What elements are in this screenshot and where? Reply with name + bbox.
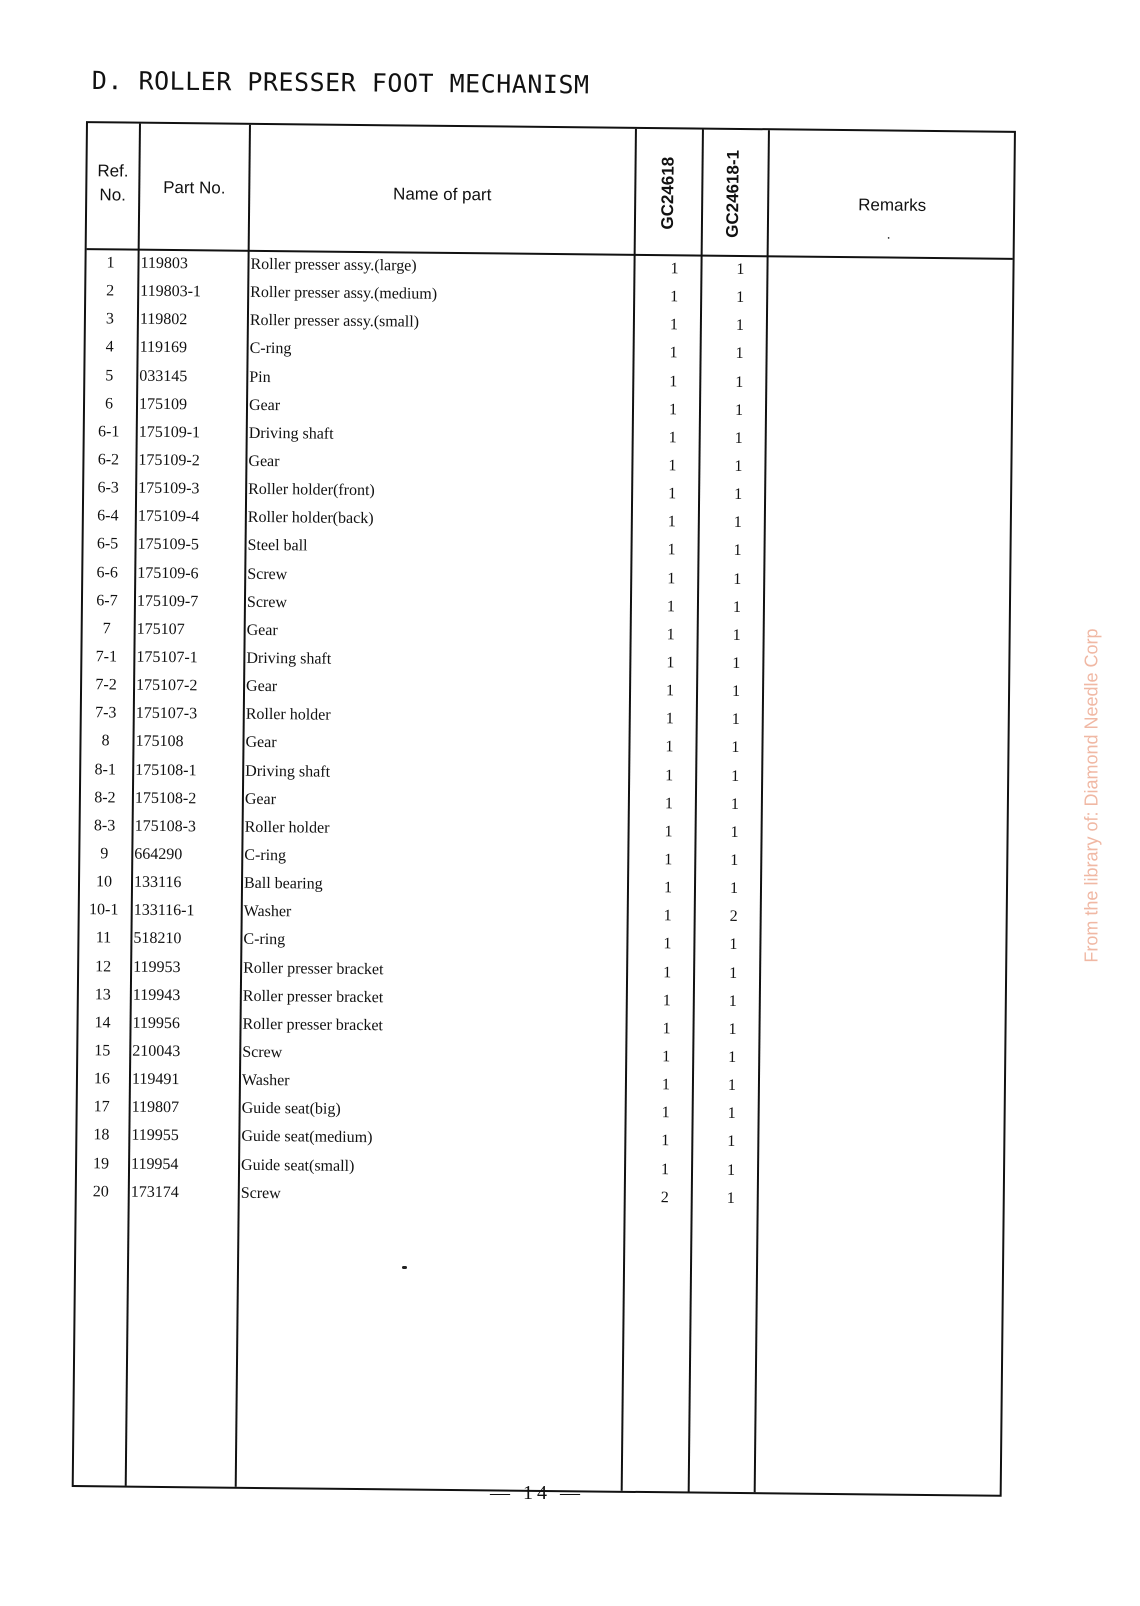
qty-gc24618-cell: 1 <box>670 288 679 306</box>
qty-gc24618-1-cell: 1 <box>736 260 745 279</box>
qty-gc24618-cell: 1 <box>663 963 672 981</box>
part-no-cell: 175109 <box>138 395 188 413</box>
qty-gc24618-cell: 1 <box>663 879 673 897</box>
part-no-cell: 175109-5 <box>137 536 199 554</box>
qty-gc24618-cell: 2 <box>660 1188 669 1206</box>
ref-cell: 8 <box>101 732 110 750</box>
qty-gc24618-1-cell: 1 <box>733 542 742 560</box>
part-name-cell: Roller presser bracket <box>243 959 384 978</box>
qty-gc24618-cell: 1 <box>665 710 674 728</box>
ref-cell: 5 <box>105 366 114 384</box>
qty-gc24618-cell: 1 <box>662 1048 671 1066</box>
part-no-cell: 119802 <box>139 310 188 329</box>
ref-cell: 6-3 <box>97 479 119 497</box>
part-no-cell: 175107 <box>136 620 185 638</box>
part-name-cell: Gear <box>246 621 278 639</box>
ref-cell: 14 <box>94 1014 111 1032</box>
part-name-cell: Gear <box>248 396 281 414</box>
ref-cell: 17 <box>93 1098 110 1116</box>
qty-gc24618-cell: 1 <box>666 597 676 615</box>
part-name-cell: Roller holder <box>244 818 330 837</box>
qty-gc24618-cell: 1 <box>660 1160 670 1178</box>
part-no-cell: 119491 <box>131 1070 180 1089</box>
part-name-cell: Screw <box>240 1184 281 1202</box>
qty-gc24618-1-cell: 1 <box>735 345 744 363</box>
qty-gc24618-cell: 1 <box>663 907 672 925</box>
qty-gc24618-1-cell: 1 <box>728 992 737 1010</box>
header-name: Name of part <box>393 184 492 205</box>
qty-gc24618-1-cell: 1 <box>735 317 744 335</box>
page-title: D. ROLLER PRESSER FOOT MECHANISM <box>91 66 590 100</box>
ref-cell: 6-6 <box>96 563 119 582</box>
ref-cell: 4 <box>105 338 114 356</box>
qty-gc24618-cell: 1 <box>663 935 672 953</box>
qty-gc24618-cell: 1 <box>666 626 675 644</box>
ref-cell: 15 <box>94 1042 111 1060</box>
part-name-cell: Gear <box>244 790 277 808</box>
qty-gc24618-1-cell: 1 <box>734 429 743 447</box>
ref-cell: 6-2 <box>97 451 120 469</box>
part-name-cell: Washer <box>241 1071 290 1090</box>
ref-cell: 6 <box>104 395 114 413</box>
part-name-cell: Roller presser assy.(medium) <box>250 283 438 303</box>
part-no-cell: 119954 <box>130 1155 179 1173</box>
part-name-cell: Gear <box>245 677 278 696</box>
part-no-cell: 133116-1 <box>133 901 195 920</box>
qty-gc24618-cell: 1 <box>668 457 677 475</box>
ref-cell: 16 <box>93 1070 111 1088</box>
ref-cell: 8-2 <box>94 788 116 807</box>
ref-cell: 7 <box>102 620 111 638</box>
part-name-cell: C-ring <box>243 931 286 949</box>
part-name-cell: C-ring <box>244 846 287 865</box>
ink-speck <box>402 1266 407 1269</box>
qty-gc24618-cell: 1 <box>661 1104 670 1122</box>
part-name-cell: C-ring <box>249 340 292 358</box>
qty-gc24618-1-cell: 1 <box>734 486 743 504</box>
header-remarks: Remarks <box>858 195 927 215</box>
qty-gc24618-1-cell: 1 <box>727 1105 736 1123</box>
part-no-cell: 119803-1 <box>140 282 202 301</box>
qty-gc24618-cell: 1 <box>668 485 677 503</box>
qty-gc24618-cell: 1 <box>665 682 675 700</box>
part-name-cell: Roller presser assy.(large) <box>250 255 417 275</box>
qty-gc24618-1-cell: 1 <box>731 711 740 729</box>
part-name-cell: Gear <box>245 734 277 752</box>
ref-cell: 20 <box>92 1182 109 1201</box>
ref-cell: 10 <box>95 873 113 891</box>
header-ref <box>87 159 138 208</box>
part-name-cell: Steel ball <box>247 537 308 555</box>
part-name-cell: Roller presser assy.(small) <box>249 312 420 331</box>
part-name-cell: Ball bearing <box>243 874 323 893</box>
qty-gc24618-cell: 1 <box>664 794 673 812</box>
ref-cell: 6-4 <box>97 507 119 525</box>
qty-gc24618-cell: 1 <box>666 654 675 672</box>
part-no-cell: 210043 <box>132 1042 181 1061</box>
ref-cell: 18 <box>93 1126 110 1144</box>
header-part-no: Part No. <box>163 177 226 198</box>
qty-gc24618-1-cell: 1 <box>730 795 739 813</box>
part-name-cell: Roller holder(back) <box>247 509 374 528</box>
qty-gc24618-1-cell: 1 <box>730 823 739 841</box>
ref-cell: 10-1 <box>88 901 119 919</box>
ref-cell: 3 <box>105 310 115 328</box>
qty-gc24618-1-cell: 1 <box>727 1076 737 1095</box>
part-no-cell: 175109-2 <box>138 451 200 470</box>
ref-cell: 13 <box>94 985 111 1004</box>
header-remarks-dot: . <box>886 227 891 243</box>
part-no-cell: 664290 <box>134 845 183 864</box>
part-name-cell: Washer <box>243 903 292 921</box>
qty-gc24618-cell: 1 <box>667 541 676 559</box>
qty-gc24618-cell: 1 <box>664 851 673 869</box>
qty-gc24618-1-cell: 1 <box>727 1133 736 1151</box>
qty-gc24618-cell: 1 <box>664 823 673 841</box>
header-ref-line1: Ref. <box>97 161 129 181</box>
ref-cell: 11 <box>95 929 112 947</box>
qty-gc24618-1-cell: 1 <box>735 373 744 391</box>
qty-gc24618-cell: 1 <box>669 316 678 334</box>
part-name-cell: Pin <box>249 368 271 386</box>
part-no-cell: 175108-2 <box>134 789 197 807</box>
part-no-cell: 175107-2 <box>136 676 198 695</box>
qty-gc24618-1-cell: 1 <box>732 626 741 644</box>
qty-gc24618-1-cell: 1 <box>736 289 745 307</box>
part-name-cell: Driving shaft <box>245 762 331 781</box>
qty-gc24618-1-cell: 1 <box>734 457 743 475</box>
part-no-cell: 175109-3 <box>138 479 200 498</box>
qty-gc24618-1-cell: 1 <box>733 570 742 588</box>
ref-cell: 7-2 <box>95 676 117 694</box>
qty-gc24618-cell: 1 <box>670 260 679 278</box>
part-name-cell: Gear <box>248 452 280 471</box>
ref-cell: 12 <box>95 957 112 975</box>
part-no-cell: 173174 <box>130 1183 179 1201</box>
ref-cell: 8-1 <box>94 760 116 778</box>
qty-gc24618-cell: 1 <box>662 1019 671 1038</box>
qty-gc24618-1-cell: 1 <box>731 767 740 785</box>
ref-cell: 6-7 <box>96 591 118 610</box>
part-no-cell: 175109-7 <box>136 592 199 610</box>
ref-cell: 6-5 <box>96 535 119 553</box>
qty-gc24618-1-cell: 1 <box>730 851 739 869</box>
part-no-cell: 175109-6 <box>137 564 199 582</box>
ref-cell: 19 <box>92 1154 110 1172</box>
qty-gc24618-cell: 1 <box>665 766 674 784</box>
part-no-cell: 119956 <box>132 1014 181 1032</box>
part-no-cell: 119169 <box>139 339 188 357</box>
qty-gc24618-1-cell: 1 <box>732 654 741 672</box>
qty-gc24618-cell: 1 <box>669 372 678 390</box>
qty-gc24618-1-cell: 1 <box>729 964 738 982</box>
ref-cell: 1 <box>106 254 115 272</box>
qty-gc24618-cell: 1 <box>665 738 674 756</box>
part-no-cell: 133116 <box>133 873 182 892</box>
qty-gc24618-cell: 1 <box>667 513 676 531</box>
part-no-cell: 175109-1 <box>138 423 201 442</box>
part-no-cell: 119955 <box>131 1126 179 1145</box>
part-no-cell: 175108-1 <box>135 761 197 779</box>
part-name-cell: Screw <box>247 565 288 583</box>
qty-gc24618-1-cell: 1 <box>728 1048 737 1066</box>
qty-gc24618-cell: 1 <box>661 1076 671 1094</box>
part-name-cell: Roller presser bracket <box>242 987 384 1006</box>
part-no-cell: 518210 <box>133 930 182 948</box>
qty-gc24618-1-cell: 1 <box>732 598 742 616</box>
ref-cell: 6-1 <box>97 423 120 441</box>
qty-gc24618-1-cell: 1 <box>733 514 742 532</box>
part-name-cell: Screw <box>246 593 288 611</box>
ref-cell: 7-1 <box>95 648 118 666</box>
qty-gc24618-cell: 1 <box>661 1132 670 1150</box>
qty-gc24618-1-cell: 2 <box>729 908 738 926</box>
ref-cell: 7-3 <box>95 704 117 722</box>
qty-gc24618-cell: 1 <box>668 400 678 419</box>
part-name-cell: Guide seat(small) <box>240 1156 355 1175</box>
part-name-cell: Driving shaft <box>246 649 332 668</box>
qty-gc24618-1-cell: 1 <box>731 739 740 757</box>
part-no-cell: 175108 <box>135 733 184 751</box>
qty-gc24618-1-cell: 1 <box>726 1189 735 1207</box>
part-no-cell: 175108-3 <box>134 817 197 836</box>
qty-gc24618-1-cell: 1 <box>729 936 738 954</box>
watermark: From the library of: Diamond Needle Corp <box>1081 628 1102 963</box>
qty-gc24618-cell: 1 <box>662 991 671 1009</box>
qty-gc24618-1-cell: 1 <box>726 1161 736 1179</box>
qty-gc24618-1-cell: 1 <box>728 1020 737 1038</box>
qty-gc24618-cell: 1 <box>668 429 677 447</box>
ref-cell: 8-3 <box>93 817 116 835</box>
part-name-cell: Guide seat(medium) <box>241 1128 373 1147</box>
part-no-cell: 175109-4 <box>137 507 200 526</box>
header-model1: GC24618 <box>657 156 678 230</box>
part-name-cell: Screw <box>242 1043 283 1062</box>
part-name-cell: Roller presser bracket <box>242 1015 384 1035</box>
qty-gc24618-1-cell: 1 <box>731 683 741 701</box>
header-ref-line2: No. <box>99 185 127 205</box>
page-number: — 14 — <box>490 1482 584 1504</box>
part-name-cell: Roller holder <box>245 706 331 724</box>
part-no-cell: 033145 <box>139 367 188 385</box>
part-no-cell: 175107-3 <box>135 704 198 723</box>
ref-cell: 9 <box>100 845 109 863</box>
part-no-cell: 175107-1 <box>136 648 198 667</box>
part-no-cell: 119953 <box>133 958 181 976</box>
header-model2: GC24618-1 <box>722 149 743 238</box>
qty-gc24618-cell: 1 <box>669 344 678 362</box>
part-name-cell: Roller holder(front) <box>248 480 375 500</box>
part-no-cell: 119943 <box>132 986 181 1004</box>
parts-table <box>62 121 1022 1499</box>
part-no-cell: 119803 <box>140 254 189 273</box>
part-name-cell: Driving shaft <box>248 424 334 443</box>
qty-gc24618-1-cell: 1 <box>729 879 739 898</box>
ref-cell: 2 <box>106 282 115 300</box>
part-name-cell: Guide seat(big) <box>241 1100 341 1119</box>
part-no-cell: 119807 <box>131 1098 180 1117</box>
qty-gc24618-1-cell: 1 <box>734 401 744 419</box>
qty-gc24618-cell: 1 <box>667 569 676 587</box>
table-body <box>75 249 1015 1215</box>
